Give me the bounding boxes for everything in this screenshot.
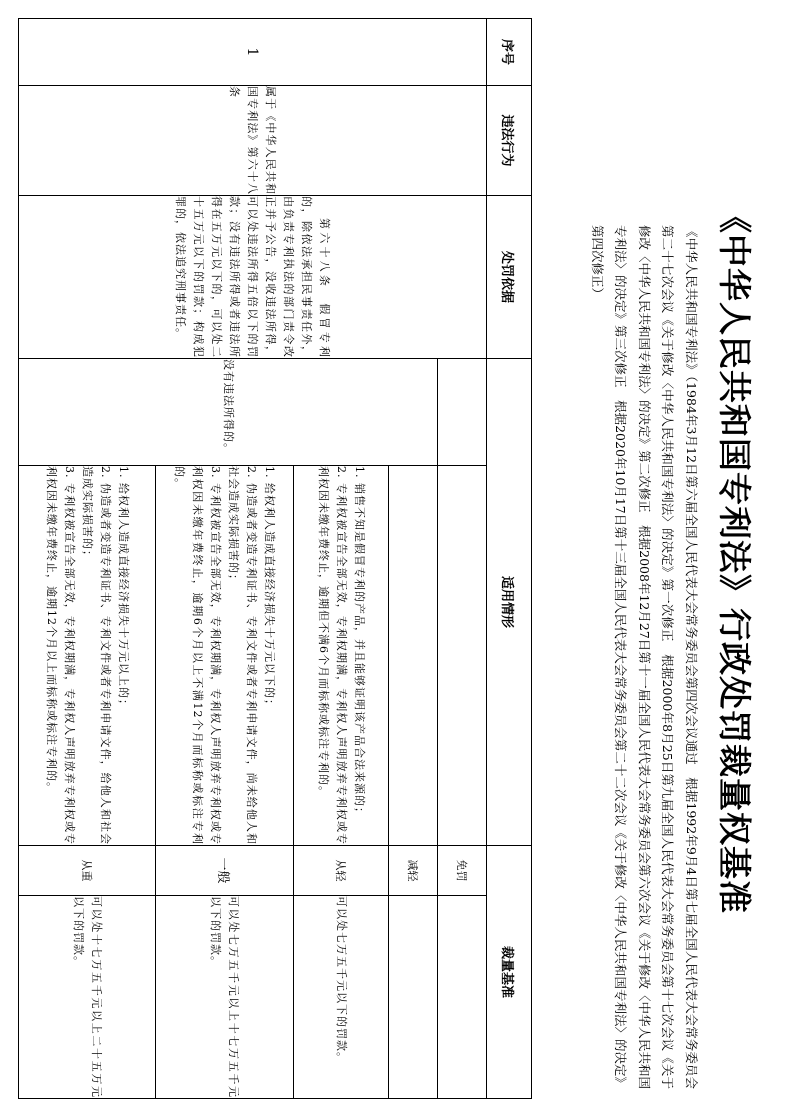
row-penalty-basis: 第六十八条 假冒专利的，除依法承担民事责任外，由负责专利执法的部门责令改正并予公告，没收违法所得，可以处违法所得五倍以下的罚款；没有违法所得或者违法所得在五万元以下的，可以处二十五万元以下的罚款；构成犯罪的，依法追究刑事责任。 [19, 196, 487, 359]
header-basis: 处罚依据 [487, 196, 532, 359]
row-seq: 1 [19, 19, 487, 86]
level-exempt: 免罚 [438, 846, 487, 896]
sub-condition: 没有违法所得的。 [19, 359, 438, 466]
law-preamble: 《中华人民共和国专利法》（1984年3月12日第六届全国人民代表大会常务委员会第四次会议通过 根据1992年9月4日第七届全国人民代表大会常务委员会第二十七次会议《关于修改〈中华人民共和国专利法〉的决定》第一次修正 根据2000年8月25日第九届全国人民代表大会常务委员会第十七次会议《关于修改〈中华人民共和国专利法〉的决定》第二次修正 根据2008年12月27日第十一届全国人民代表大会常务委员会第六次会议《关于修改〈中华人民共和国专利法〉的决定》第三次修正 根据2020年10月17日第十三届全国人民代表大会常务委员会第二十二次会议《关于修改〈中华人民共和国专利法〉的决定》第四次修正） [590, 225, 699, 1089]
list-item: 2. 伪造或者变造专利证书、专利文件或者专利申请文件，尚未给他人和社会造成实际损害的； [227, 466, 259, 846]
level-light: 从轻 [294, 846, 389, 896]
level-heavy: 从重 [19, 846, 156, 896]
row-violation: 属于《中华人民共和国专利法》第六十八条 [19, 86, 487, 196]
table-header-row [487, 19, 532, 1099]
list-item: 3. 专利权被宣告全部无效，专利权期满，专利权人声明放弃专利权或专利权因未缴年费终止，逾期6个月以上不满12个月而标称或标注专利的。 [173, 466, 223, 846]
empty-cell [389, 896, 438, 1099]
empty-cell [438, 896, 487, 1099]
table-row [438, 19, 487, 1099]
empty-cell [438, 466, 487, 846]
list-item: 2. 专利权被宣告全部无效，专利权期满，专利权人声明放弃专利权或专利权因未缴年费终止，逾期但不满6个月而标称或标注专利的。 [317, 466, 348, 846]
standard-light: 可以处七万五千元以下的罚款。 [294, 896, 389, 1099]
header-situation: 适用情形 [487, 359, 532, 846]
header-seq: 序号 [487, 19, 532, 86]
situation-heavy [19, 466, 156, 846]
standard-heavy: 可以处十七万五千元以上二十五万元以下的罚款。 [19, 896, 156, 1099]
list-item: 1. 给权利人造成直接经济损失十万元以上的； [117, 466, 130, 711]
empty-cell [389, 466, 438, 846]
list-item: 1. 销售不知是假冒专利的产品，并且能够证明该产品合法来源的； [353, 466, 366, 819]
header-act: 违法行为 [487, 86, 532, 196]
list-item: 3. 专利权被宣告全部无效，专利权期满，专利权人声明放弃专利权或专利权因未缴年费终止，逾期12个月以上而标称或标注专利的。 [45, 466, 76, 846]
level-lighter: 减轻 [389, 846, 438, 896]
discretion-standard-table [18, 18, 532, 1099]
situation-general [156, 466, 294, 846]
document-title: 《中华人民共和国专利法》行政处罚裁量权基准 [715, 200, 754, 914]
situation-light [294, 466, 389, 846]
standard-general: 可以处七万五千元以上十七万五千元以下的罚款。 [156, 896, 294, 1099]
list-item: 1. 给权利人造成直接经济损失十万元以下的； [263, 466, 277, 711]
level-general: 一般 [156, 846, 294, 896]
list-item: 2. 伪造或者变造专利证书、专利文件或者专利申请文件，给他人和社会造成实际损害的； [81, 466, 112, 846]
header-standard: 裁量基准 [487, 846, 532, 1099]
empty-cell [438, 359, 487, 466]
